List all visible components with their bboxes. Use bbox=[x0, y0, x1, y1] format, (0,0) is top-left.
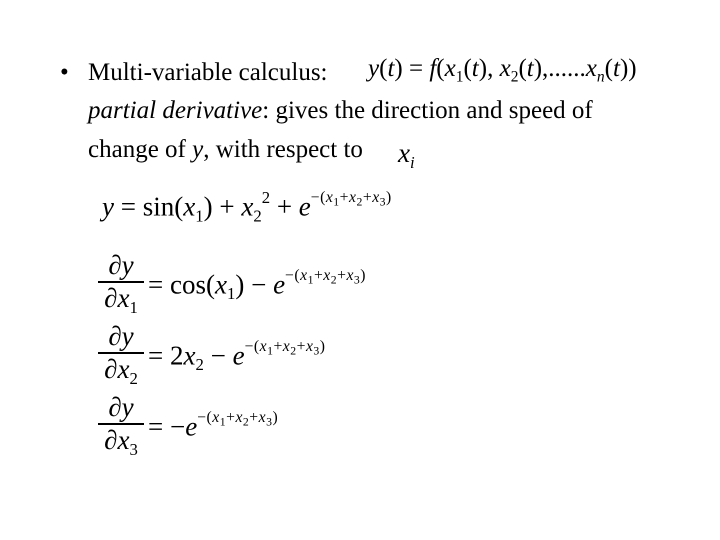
partial-fraction-1: ∂y $\partial x_1$ bbox=[98, 252, 144, 316]
intro-line-2: partial derivative: gives the direction and speed of bbox=[88, 97, 593, 124]
intro-line-3: change of y, with respect to bbox=[88, 136, 363, 163]
intro-line-1: Multi-variable calculus: bbox=[88, 59, 328, 86]
partial-rhs-2: = $2x_2 - e^{-(x_1+x_2+x_3)}$ bbox=[148, 338, 326, 375]
formula-definition: $y(t) = f(x_1(t)$, $x_2(t),......x_n(t)$) bbox=[368, 55, 637, 86]
partial-fraction-2: ∂y $\partial x_2$ bbox=[98, 323, 144, 387]
partial-rhs-3: = $-e^{-(x_1+x_2+x_3)}$ bbox=[148, 409, 279, 442]
partial-rhs-1: = $\cos(x_1) - e^{-(x_1+x_2+x_3)}$ bbox=[148, 267, 366, 304]
formula-xi: $x_i$ bbox=[398, 138, 415, 172]
partial-derivative-term: partial derivative bbox=[88, 97, 263, 124]
bullet-marker: • bbox=[60, 59, 69, 86]
formula-function: $y = \sin(x_1) + x_2^2 + e^{-(x_1+x_2+x_3)}$ bbox=[102, 188, 392, 226]
partial-fraction-3: ∂y $\partial x_3$ bbox=[98, 394, 144, 458]
